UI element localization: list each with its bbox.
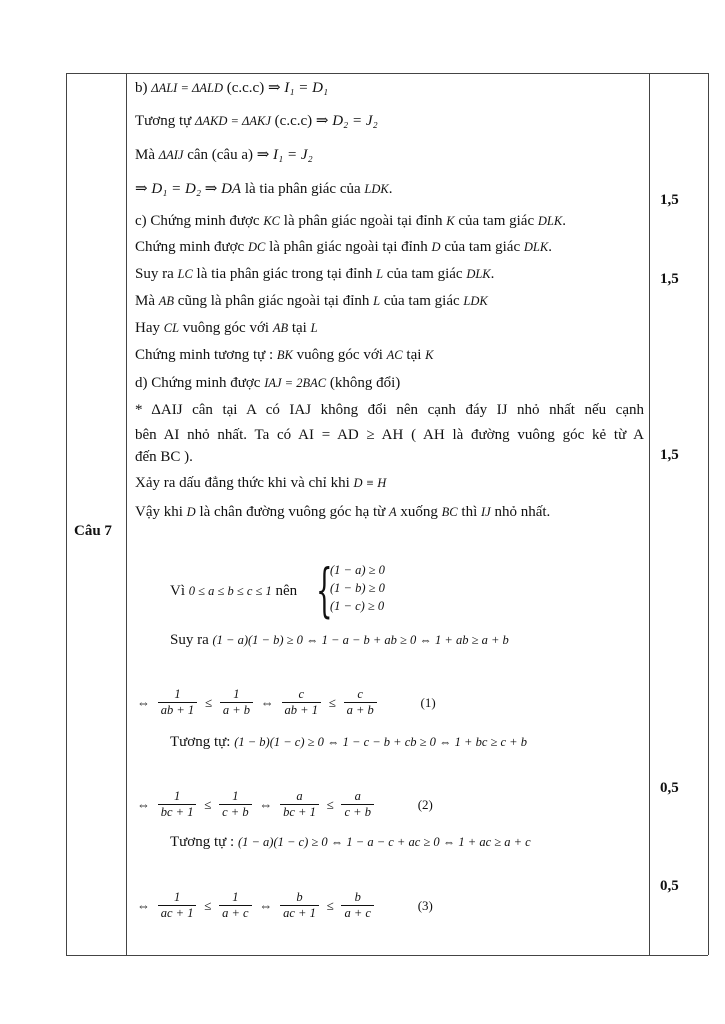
line-d3: bên AI nhỏ nhất. Ta có AI = AD ≥ AH ( AH là đường vuông góc kẻ từ A <box>135 427 644 443</box>
text: tại <box>402 347 426 363</box>
line-b4 <box>135 179 392 199</box>
score-3: 1,5 <box>660 447 679 463</box>
math: D ≡ H <box>353 476 387 490</box>
table-border-left <box>66 73 67 955</box>
denominator: a + b <box>220 702 253 718</box>
table-border-right <box>708 73 709 955</box>
equation-3 <box>135 889 435 922</box>
line-d2: * ΔAIJ cân tại A có IAJ không đổi nên cạnh đáy IJ nhỏ nhất nếu cạnh <box>135 402 644 418</box>
math: DLK <box>466 267 491 281</box>
math: DLK <box>537 214 563 228</box>
math: LDK <box>463 294 488 308</box>
math: BK <box>276 348 293 362</box>
numerator: c <box>357 687 363 702</box>
numerator: 1 <box>232 890 239 905</box>
numerator: 1 <box>173 890 181 905</box>
text: Mà <box>135 293 159 309</box>
math: K <box>446 214 455 228</box>
math: D <box>431 240 441 254</box>
text: là phân giác ngoài tại đỉnh <box>280 213 447 229</box>
text: cân (câu a) <box>183 147 257 163</box>
text: Chứng minh được <box>135 239 248 255</box>
fraction <box>280 789 319 820</box>
fraction <box>280 890 319 921</box>
table-border-top <box>66 73 708 74</box>
line-tuongtu-2 <box>170 832 531 852</box>
text: của tam giác <box>454 213 538 229</box>
math: ΔAIJ <box>158 148 184 162</box>
text: (không đổi) <box>326 375 401 391</box>
line-d6 <box>135 502 550 522</box>
denominator: a + c <box>341 905 373 921</box>
text: thì <box>457 504 481 520</box>
math: KC <box>263 214 281 228</box>
le-symbol: ≤ <box>204 694 213 710</box>
table-border-col1 <box>126 73 127 955</box>
line-vi <box>170 581 297 601</box>
text: Xảy ra dấu đẳng thức khi và chỉ khi <box>135 475 354 491</box>
line-c4 <box>135 291 488 311</box>
text: Tương tự: <box>170 734 235 750</box>
fraction <box>344 687 377 718</box>
fraction <box>219 890 251 921</box>
math: ΔALI = ΔALD <box>151 81 223 95</box>
line-b1 <box>135 78 328 98</box>
denominator: bc + 1 <box>158 804 197 820</box>
system-row-3: (1 − c) ≥ 0 <box>330 599 385 613</box>
math: DC <box>247 240 266 254</box>
text: Suy ra <box>170 632 213 648</box>
line-tuongtu-1 <box>170 732 527 752</box>
math: ⇒ D₁ = D₂ ⇒ DA <box>135 181 242 197</box>
line-b3 <box>135 145 313 165</box>
text: của tam giác <box>383 266 467 282</box>
numerator: 1 <box>233 687 240 702</box>
math: A <box>389 505 397 519</box>
denominator: a + b <box>344 702 377 718</box>
le-symbol: ≤ <box>204 897 212 913</box>
math: AC <box>386 348 403 362</box>
text: Tương tự <box>135 113 196 129</box>
line-c6 <box>135 345 434 365</box>
text: của tam giác <box>440 239 524 255</box>
score-4: 0,5 <box>660 780 679 796</box>
le-symbol: ≤ <box>326 796 334 812</box>
line-d1 <box>135 373 400 393</box>
math: ⇒ I₁ = D₁ <box>267 80 329 96</box>
math: D <box>186 505 196 519</box>
text: . <box>388 181 393 197</box>
iff-symbol: ⇔ <box>259 796 273 812</box>
equation-tag: (2) <box>417 796 433 812</box>
question-label: Câu 7 <box>74 523 112 539</box>
text: c) Chứng minh được <box>135 213 264 229</box>
line-b2 <box>135 111 378 131</box>
iff-symbol: ⇔ <box>260 694 274 710</box>
fraction <box>282 687 321 718</box>
line-d4: đến BC ). <box>135 449 193 465</box>
numerator: 1 <box>173 789 181 804</box>
denominator: ac + 1 <box>280 905 319 921</box>
text: xuống <box>396 504 442 520</box>
math: L <box>373 294 381 308</box>
numerator: a <box>296 789 303 804</box>
iff-symbol: ⇔ <box>137 897 150 913</box>
text: là tia phân giác của <box>241 181 365 197</box>
math: ⇒ D₂ = J₂ <box>315 113 378 129</box>
fraction <box>158 789 197 820</box>
math: LC <box>177 267 193 281</box>
math: (1 − b)(1 − c) ≥ 0 ⇔ 1 − c − b + cb ≥ 0 ⇔ 1 + bc ≥ c + b <box>234 735 527 749</box>
math: ⇒ I₁ = J₂ <box>256 147 313 163</box>
denominator: c + b <box>341 804 373 820</box>
text: tại <box>288 320 311 336</box>
numerator: 1 <box>174 687 181 702</box>
text: (c.c.c) <box>270 113 316 129</box>
score-2: 1,5 <box>660 271 679 287</box>
equation-tag: (1) <box>420 694 436 710</box>
le-symbol: ≤ <box>326 897 334 913</box>
math: BC <box>441 505 458 519</box>
text: là phân giác ngoài tại đỉnh <box>265 239 432 255</box>
denominator: a + c <box>219 905 251 921</box>
fraction <box>219 789 251 820</box>
text: là tia phân giác trong tại đỉnh <box>192 266 377 282</box>
math: L <box>310 321 318 335</box>
text: Mà <box>135 147 159 163</box>
text: Suy ra <box>135 266 178 282</box>
brace-icon: { <box>316 556 333 624</box>
text: . <box>490 266 495 282</box>
fraction <box>220 687 253 718</box>
text: Vậy khi <box>135 504 187 520</box>
math: ΔAKD = ΔAKJ <box>195 114 271 128</box>
text: b) <box>135 80 152 96</box>
le-symbol: ≤ <box>204 796 212 812</box>
math: AB <box>272 321 289 335</box>
text: Vì <box>170 583 189 599</box>
math: IJ <box>481 505 491 519</box>
fraction <box>158 890 197 921</box>
math: L <box>376 267 384 281</box>
text: của tam giác <box>380 293 464 309</box>
text: Hay <box>135 320 164 336</box>
system-row-1: (1 − a) ≥ 0 <box>330 563 385 577</box>
text: nhỏ nhất. <box>490 504 551 520</box>
text: . <box>562 213 566 229</box>
math: CL <box>163 321 180 335</box>
line-c2 <box>135 237 552 257</box>
text: Tương tự : <box>170 834 238 850</box>
line-c5 <box>135 318 318 338</box>
denominator: bc + 1 <box>280 804 319 820</box>
equation-tag: (3) <box>417 897 433 913</box>
text: . <box>548 239 552 255</box>
text: d) Chứng minh được <box>135 375 265 391</box>
numerator: 1 <box>232 789 239 804</box>
text: Chứng minh tương tự : <box>135 347 277 363</box>
math: AB <box>158 294 175 308</box>
text: vuông góc với <box>179 320 273 336</box>
iff-symbol: ⇔ <box>137 796 150 812</box>
math: DLK <box>523 240 549 254</box>
denominator: ab + 1 <box>282 702 321 718</box>
numerator: b <box>296 890 303 905</box>
numerator: a <box>354 789 361 804</box>
text: là chân đường vuông góc hạ từ <box>195 504 390 520</box>
denominator: ab + 1 <box>158 702 197 718</box>
iff-symbol: ⇔ <box>259 897 273 913</box>
fraction <box>158 687 197 718</box>
text: cũng là phân giác ngoài tại đỉnh <box>174 293 374 309</box>
denominator: c + b <box>219 804 251 820</box>
math: LDK <box>364 182 389 196</box>
equation-2 <box>135 788 435 821</box>
fraction <box>341 890 373 921</box>
equation-1 <box>135 686 438 719</box>
math: IAJ = 2BAC <box>264 376 327 390</box>
fraction <box>341 789 373 820</box>
line-suyra <box>170 630 509 650</box>
le-symbol: ≤ <box>328 694 336 710</box>
line-c1 <box>135 211 566 231</box>
line-d5 <box>135 473 386 493</box>
math: 0 ≤ a ≤ b ≤ c ≤ 1 <box>188 584 272 598</box>
numerator: b <box>354 890 361 905</box>
math: (1 − a)(1 − c) ≥ 0 ⇔ 1 − a − c + ac ≥ 0 ⇔ 1 + ac ≥ a + c <box>237 835 531 849</box>
system-row-2: (1 − b) ≥ 0 <box>330 581 385 595</box>
denominator: ac + 1 <box>158 905 197 921</box>
score-1: 1,5 <box>660 192 679 208</box>
text: nên <box>271 583 298 599</box>
numerator: c <box>298 687 305 702</box>
text: (c.c.c) <box>222 80 268 96</box>
line-c3 <box>135 264 494 284</box>
text: vuông góc với <box>292 347 387 363</box>
iff-symbol: ⇔ <box>137 694 150 710</box>
table-border-col2 <box>649 73 650 955</box>
score-5: 0,5 <box>660 878 679 894</box>
math: (1 − a)(1 − b) ≥ 0 ⇔ 1 − a − b + ab ≥ 0 ⇔ 1 + ab ≥ a + b <box>212 633 509 647</box>
math: K <box>425 348 434 362</box>
table-border-bottom <box>66 955 708 956</box>
